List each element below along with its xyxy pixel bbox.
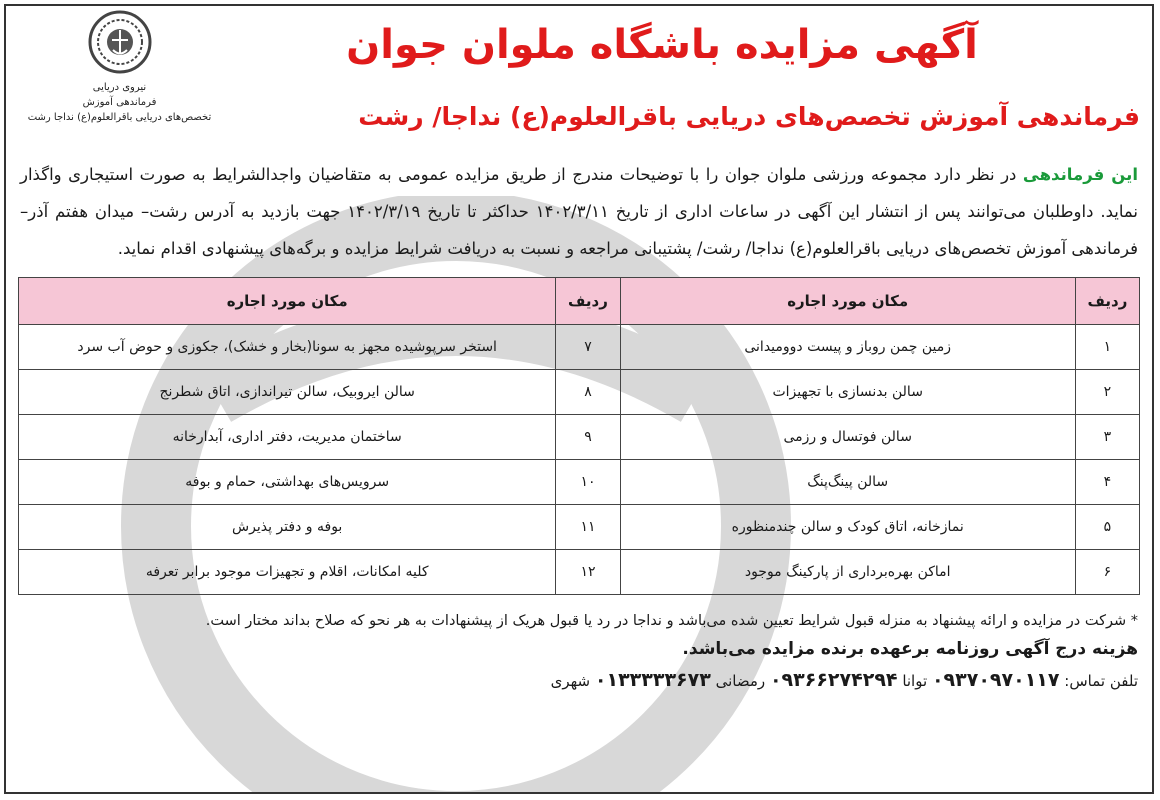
logo-line-1: نیروی دریایی — [92, 82, 147, 93]
organization-logo-block — [12, 10, 227, 125]
navy-emblem-icon — [88, 10, 152, 74]
page-subtitle: فرماندهی آموزش تخصص‌های دریایی باقرالعلوم(ع) نداجا/ رشت — [358, 102, 1140, 131]
row-number: ۲ — [1075, 370, 1139, 415]
row-number: ۹ — [556, 415, 620, 460]
row-number: ۸ — [556, 370, 620, 415]
place-name: بوفه و دفتر پذیرش — [19, 505, 556, 550]
place-name: نمازخانه، اتاق کودک و سالن چندمنظوره — [620, 505, 1075, 550]
logo-line-3: تخصص‌های دریایی باقرالعلوم(ع) نداجا رشت — [27, 112, 212, 123]
participation-note: * شرکت در مزایده و ارائه پیشنهاد به منزله قبول شرایط تعیین شده می‌باشد و نداجا در رد یا قبول هریک از پیشنهادات به هر نحو که صلاح بداند مختار است. — [205, 613, 1138, 629]
contact-line — [20, 669, 1138, 691]
header-place-left: مکان مورد اجاره — [19, 278, 556, 325]
place-name: سالن ایروبیک، سالن تیراندازی، اتاق شطرنج — [19, 370, 556, 415]
row-number: ۱ — [1075, 325, 1139, 370]
row-number: ۵ — [1075, 505, 1139, 550]
table-header-row — [19, 278, 1140, 325]
contact-label: تلفن تماس: — [1064, 672, 1138, 690]
table-row — [19, 370, 1140, 415]
place-name: سالن پینگ‌پنگ — [620, 460, 1075, 505]
place-name: اماکن بهره‌برداری از پارکینگ موجود — [620, 550, 1075, 595]
place-name: کلیه امکانات، اقلام و تجهیزات موجود برابر تعرفه — [19, 550, 556, 595]
advertising-cost-note: هزینه درج آگهی روزنامه برعهده برنده مزایده می‌باشد. — [682, 639, 1138, 659]
place-name: استخر سرپوشیده مجهز به سونا(بخار و خشک)، جکوزی و حوض آب سرد — [19, 325, 556, 370]
intro-paragraph — [20, 156, 1138, 267]
table-row — [19, 550, 1140, 595]
contact-name-3: شهری — [550, 672, 591, 690]
table-row — [19, 325, 1140, 370]
header — [6, 6, 1152, 156]
row-number: ۱۰ — [556, 460, 620, 505]
row-number: ۳ — [1075, 415, 1139, 460]
header-place-right: مکان مورد اجاره — [620, 278, 1075, 325]
phone-number-3[interactable]: ۰۱۳۳۳۳۳۶۷۳ — [594, 669, 711, 691]
phone-number-2[interactable]: ۰۹۳۶۶۲۷۴۲۹۴ — [769, 669, 898, 691]
header-row-number-right: ردیف — [1075, 278, 1139, 325]
place-name: سالن فوتسال و رزمی — [620, 415, 1075, 460]
advertisement-frame — [4, 4, 1154, 794]
row-number: ۶ — [1075, 550, 1139, 595]
place-name: سرویس‌های بهداشتی، حمام و بوفه — [19, 460, 556, 505]
rental-places-table — [18, 277, 1140, 595]
place-name: زمین چمن روباز و پیست دوومیدانی — [620, 325, 1075, 370]
table-row — [19, 505, 1140, 550]
place-name: سالن بدنسازی با تجهیزات — [620, 370, 1075, 415]
place-name: ساختمان مدیریت، دفتر اداری، آبدارخانه — [19, 415, 556, 460]
row-number: ۴ — [1075, 460, 1139, 505]
table-row — [19, 415, 1140, 460]
header-row-number-left: ردیف — [556, 278, 620, 325]
logo-line-2: فرماندهی آموزش — [82, 97, 157, 108]
contact-name-1: توانا — [902, 672, 928, 690]
intro-lead: این فرماندهی — [1022, 165, 1138, 184]
table-row — [19, 460, 1140, 505]
row-number: ۷ — [556, 325, 620, 370]
intro-text: در نظر دارد مجموعه ورزشی ملوان جوان را با توضیحات مندرج از طریق مزایده عمومی به متقاضیان واجدالشرایط به صورت استیجاری واگذار نماید. داوطلبان می‌توانند پس از انتشار این آگهی در ساعات اداری از تاریخ ۱۴۰۲/۳/۱۱ حداکثر تا تاریخ ۱۴۰۲/۳/۱۹ جهت بازدید به آدرس رشت– میدان هفتم آذر– فرماندهی آموزش تخصص‌های دریایی باقرالعلوم(ع) نداجا/ رشت/ پشتیبانی مراجعه و نسبت به دریافت شرایط مزایده و برگه‌های پیشنهادی اقدام نماید. — [20, 165, 1138, 258]
phone-number-1[interactable]: ۰۹۳۷۰۹۷۰۱۱۷ — [931, 669, 1060, 691]
row-number: ۱۲ — [556, 550, 620, 595]
contact-name-2: رمضانی — [715, 672, 766, 690]
row-number: ۱۱ — [556, 505, 620, 550]
page-title: آگهی مزایده باشگاه ملوان جوان — [346, 22, 978, 68]
